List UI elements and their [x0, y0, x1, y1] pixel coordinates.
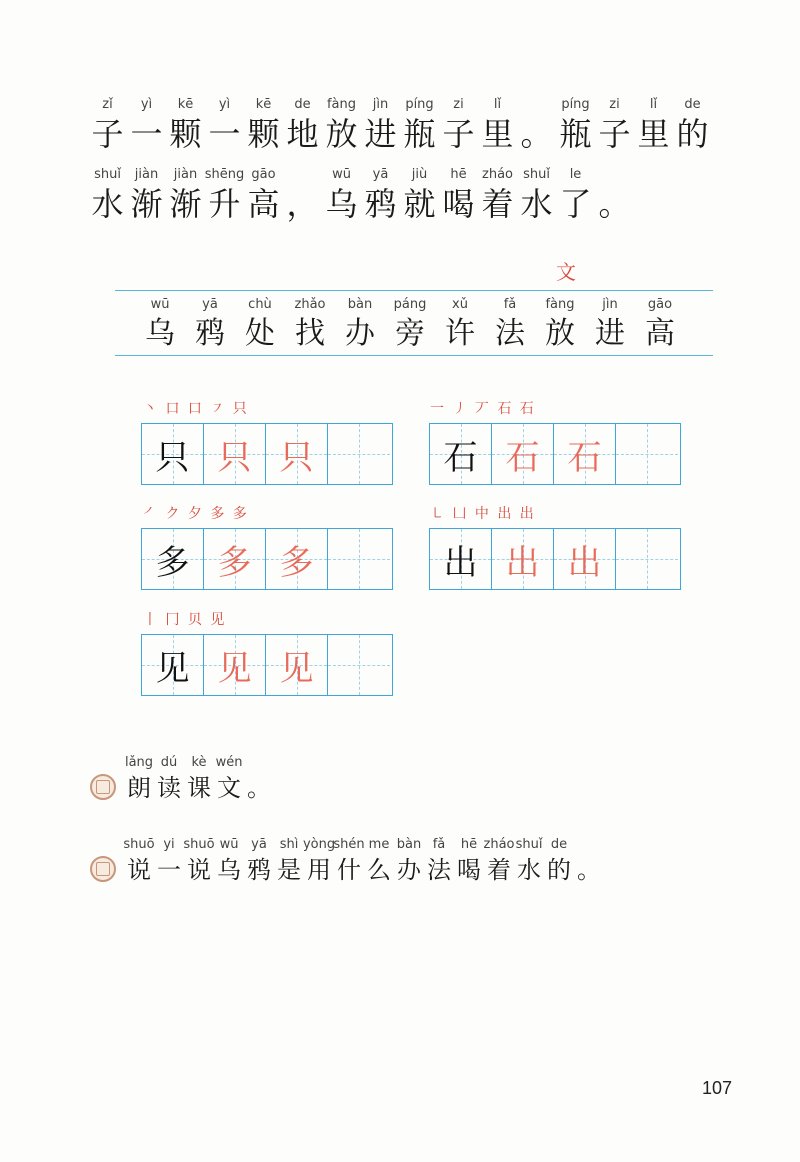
hanzi: 一 [130, 115, 163, 153]
hanzi: 瓶 [559, 115, 592, 153]
hanzi: 放 [325, 115, 358, 153]
hanzi: 办 [397, 856, 421, 884]
hanzi: 一 [157, 856, 181, 884]
hanzi: 找 [295, 316, 325, 351]
ruby-char [478, 166, 517, 224]
grid-cell-trace: 石 [554, 424, 616, 484]
seal-icon [90, 856, 116, 882]
pinyin: zhǎo [294, 297, 326, 312]
hanzi: 处 [245, 316, 275, 351]
seal-icon [90, 774, 116, 800]
pinyin: zi [609, 97, 620, 112]
ruby-char [361, 166, 400, 224]
hanzi: 了 [559, 185, 592, 223]
ruby-char [88, 96, 127, 154]
hanzi: 高 [247, 185, 280, 223]
ruby-char [135, 296, 185, 354]
grid-cell-empty[interactable] [328, 424, 390, 484]
passage-line-2 [88, 166, 634, 224]
stroke-order-zhi: 丶 口 口 ㇇ 只 [143, 401, 249, 417]
pinyin: chù [248, 297, 272, 312]
ruby-char [184, 754, 214, 804]
pinyin: shuǐ [94, 167, 121, 182]
hanzi: 渐 [130, 185, 163, 223]
ruby-char [517, 166, 556, 224]
hanzi: 渐 [169, 185, 202, 223]
grid-cell-model: 只 [142, 424, 204, 484]
hanzi: 鸦 [195, 316, 225, 351]
hanzi: 水 [517, 856, 541, 884]
hanzi: 么 [367, 856, 391, 884]
hanzi: 文 [217, 774, 241, 802]
stroke-order-jian: 丨 冂 贝 见 [143, 612, 227, 628]
writing-grid-duo [141, 528, 393, 590]
ruby-char [595, 96, 634, 154]
ruby-char [244, 836, 274, 886]
ruby-char [385, 296, 435, 354]
hanzi: 里 [637, 115, 670, 153]
hanzi: 颗 [169, 115, 202, 153]
pinyin: jiàn [134, 167, 159, 182]
stroke-order-duo: ㇒ ク 夕 多 多 [143, 506, 249, 522]
grid-cell-trace: 只 [204, 424, 266, 484]
hanzi: 法 [427, 856, 451, 884]
hanzi: 水 [91, 185, 124, 223]
ruby-char [478, 96, 517, 154]
hanzi: 就 [403, 185, 436, 223]
hanzi: 子 [442, 115, 475, 153]
ruby-char [439, 96, 478, 154]
ruby-char [514, 836, 544, 886]
hanzi: 瓶 [403, 115, 436, 153]
hanzi: 旁 [395, 316, 425, 351]
pinyin: zi [453, 97, 464, 112]
ruby-char [400, 166, 439, 224]
pinyin: lǐ [493, 97, 502, 112]
grid-cell-trace: 多 [266, 529, 328, 589]
ruby-char [335, 296, 385, 354]
vocab-marker: 文 [556, 260, 576, 284]
hanzi: 。 [577, 856, 601, 884]
ruby-char [485, 296, 535, 354]
grid-cell-trace: 见 [266, 635, 328, 695]
grid-cell-trace: 只 [266, 424, 328, 484]
hanzi: 升 [208, 185, 241, 223]
ruby-char [124, 836, 154, 886]
pinyin: fǎ [503, 297, 517, 312]
pinyin: wū [150, 297, 170, 312]
passage-line-1 [88, 96, 712, 154]
ruby-char [285, 296, 335, 354]
hanzi: 地 [286, 115, 319, 153]
ruby-char [364, 836, 394, 886]
ruby-char [635, 296, 685, 354]
pinyin: gāo [647, 297, 673, 312]
pinyin: shuǐ [515, 837, 543, 852]
pinyin: yòng [302, 837, 336, 852]
ruby-char [235, 296, 285, 354]
pinyin: jìn [602, 297, 618, 312]
hanzi: 乌 [145, 316, 175, 351]
task-read-aloud [90, 754, 274, 804]
pinyin: yā [202, 297, 218, 312]
hanzi: 颗 [247, 115, 280, 153]
grid-cell-empty[interactable] [616, 424, 678, 484]
hanzi: 读 [157, 774, 181, 802]
hanzi: 的 [676, 115, 709, 153]
pinyin: shì [279, 837, 299, 852]
ruby-char [484, 836, 514, 886]
ruby-char [673, 96, 712, 154]
hanzi: 的 [547, 856, 571, 884]
grid-cell-model: 石 [430, 424, 492, 484]
writing-grid-zhi [141, 423, 393, 485]
hanzi: 水 [520, 185, 553, 223]
pinyin: bàn [396, 837, 422, 852]
ruby-char [166, 96, 205, 154]
pinyin: kē [177, 97, 194, 112]
hanzi: 着 [481, 185, 514, 223]
task-discuss [90, 836, 604, 886]
hanzi: 放 [545, 316, 575, 351]
ruby-char [185, 296, 235, 354]
hanzi: 鸦 [247, 856, 271, 884]
vocab-words [135, 296, 685, 354]
pinyin: de [294, 97, 311, 112]
ruby-char [439, 166, 478, 224]
ruby-char [400, 96, 439, 154]
pinyin: gāo [251, 167, 276, 182]
grid-cell-empty[interactable] [616, 529, 678, 589]
pinyin: shuǐ [523, 167, 550, 182]
ruby-char [304, 836, 334, 886]
hanzi: 法 [495, 316, 525, 351]
ruby-char [244, 96, 283, 154]
ruby-char [283, 166, 322, 224]
ruby-char [127, 96, 166, 154]
hanzi: 乌 [217, 856, 241, 884]
hanzi: 喝 [457, 856, 481, 884]
pinyin: xǔ [452, 297, 468, 312]
ruby-char [244, 166, 283, 224]
hanzi: 许 [445, 316, 475, 351]
ruby-char [205, 166, 244, 224]
hanzi: 子 [598, 115, 631, 153]
pinyin: píng [561, 97, 590, 112]
pinyin: hē [460, 837, 478, 852]
hanzi: 办 [345, 316, 375, 351]
ruby-char [127, 166, 166, 224]
pinyin: jìn [372, 97, 389, 112]
vocab-top-rule [115, 290, 713, 291]
pinyin: me [368, 837, 390, 852]
pinyin: shén [333, 837, 365, 852]
stroke-order-shi: 一 ㇓ 丆 石 石 [430, 401, 536, 417]
ruby-char [634, 96, 673, 154]
writing-grid-chu [429, 528, 681, 590]
ruby-char [574, 836, 604, 886]
pinyin: yi [163, 837, 175, 852]
pinyin: yì [218, 97, 231, 112]
hanzi: 。 [598, 185, 631, 223]
grid-cell-trace: 多 [204, 529, 266, 589]
ruby-char [154, 754, 184, 804]
grid-cell-model: 出 [430, 529, 492, 589]
pinyin: shuō [183, 837, 215, 852]
ruby-char [595, 166, 634, 224]
pinyin: wū [219, 837, 239, 852]
pinyin: de [550, 837, 568, 852]
vocab-bottom-rule [115, 355, 713, 356]
hanzi: 进 [364, 115, 397, 153]
pinyin: shēng [204, 167, 245, 182]
ruby-char [214, 754, 244, 804]
hanzi: 说 [187, 856, 211, 884]
ruby-char [556, 96, 595, 154]
hanzi: ， [286, 185, 319, 223]
ruby-char [214, 836, 244, 886]
pinyin: páng [393, 297, 427, 312]
hanzi: 什 [337, 856, 361, 884]
ruby-char [322, 96, 361, 154]
grid-cell-model: 多 [142, 529, 204, 589]
pinyin: fàng [326, 97, 357, 112]
grid-cell-empty[interactable] [328, 529, 390, 589]
grid-cell-empty[interactable] [328, 635, 390, 695]
hanzi: 。 [247, 774, 271, 802]
ruby-char [424, 836, 454, 886]
hanzi: 着 [487, 856, 511, 884]
pinyin: yì [140, 97, 153, 112]
hanzi: 乌 [325, 185, 358, 223]
page-number: 107 [702, 1078, 733, 1098]
ruby-char [435, 296, 485, 354]
ruby-char [585, 296, 635, 354]
pinyin: fàng [545, 297, 575, 312]
ruby-char [205, 96, 244, 154]
pinyin: kè [191, 755, 207, 770]
pinyin: de [684, 97, 701, 112]
ruby-char [556, 166, 595, 224]
ruby-char [283, 96, 322, 154]
grid-cell-trace: 见 [204, 635, 266, 695]
ruby-char [244, 754, 274, 804]
hanzi: 鸦 [364, 185, 397, 223]
ruby-char [166, 166, 205, 224]
ruby-char [88, 166, 127, 224]
pinyin: yā [251, 837, 267, 852]
hanzi: 。 [520, 115, 553, 153]
pinyin: shuō [123, 837, 155, 852]
pinyin: dú [160, 755, 178, 770]
hanzi: 朗 [127, 774, 151, 802]
ruby-char [124, 754, 154, 804]
pinyin: bàn [347, 297, 373, 312]
hanzi: 说 [127, 856, 151, 884]
hanzi: 里 [481, 115, 514, 153]
hanzi: 子 [91, 115, 124, 153]
pinyin: lǎng [124, 755, 154, 770]
ruby-char [334, 836, 364, 886]
pinyin: yā [372, 167, 389, 182]
hanzi: 高 [645, 316, 675, 351]
ruby-char [322, 166, 361, 224]
pinyin: le [569, 167, 582, 182]
ruby-char [154, 836, 184, 886]
hanzi: 用 [307, 856, 331, 884]
pinyin: zháo [482, 167, 513, 182]
grid-cell-trace: 出 [492, 529, 554, 589]
ruby-char [517, 96, 556, 154]
hanzi: 进 [595, 316, 625, 351]
pinyin: jiù [411, 167, 428, 182]
pinyin: wén [215, 755, 243, 770]
pinyin: fǎ [432, 837, 446, 852]
pinyin: wū [332, 167, 351, 182]
hanzi: 一 [208, 115, 241, 153]
pinyin: jiàn [173, 167, 198, 182]
ruby-char [361, 96, 400, 154]
ruby-char [535, 296, 585, 354]
pinyin: kē [255, 97, 272, 112]
writing-grid-jian [141, 634, 393, 696]
hanzi: 是 [277, 856, 301, 884]
pinyin: zháo [483, 837, 515, 852]
pinyin: zǐ [102, 97, 113, 112]
pinyin: hē [450, 167, 467, 182]
pinyin: lǐ [649, 97, 658, 112]
pinyin: píng [405, 97, 434, 112]
stroke-order-chu: ㇄ 凵 中 出 出 [430, 506, 536, 522]
ruby-char [454, 836, 484, 886]
hanzi: 课 [187, 774, 211, 802]
hanzi: 喝 [442, 185, 475, 223]
grid-cell-trace: 石 [492, 424, 554, 484]
ruby-char [274, 836, 304, 886]
grid-cell-model: 见 [142, 635, 204, 695]
ruby-char [544, 836, 574, 886]
ruby-char [394, 836, 424, 886]
grid-cell-trace: 出 [554, 529, 616, 589]
ruby-char [184, 836, 214, 886]
writing-grid-shi [429, 423, 681, 485]
